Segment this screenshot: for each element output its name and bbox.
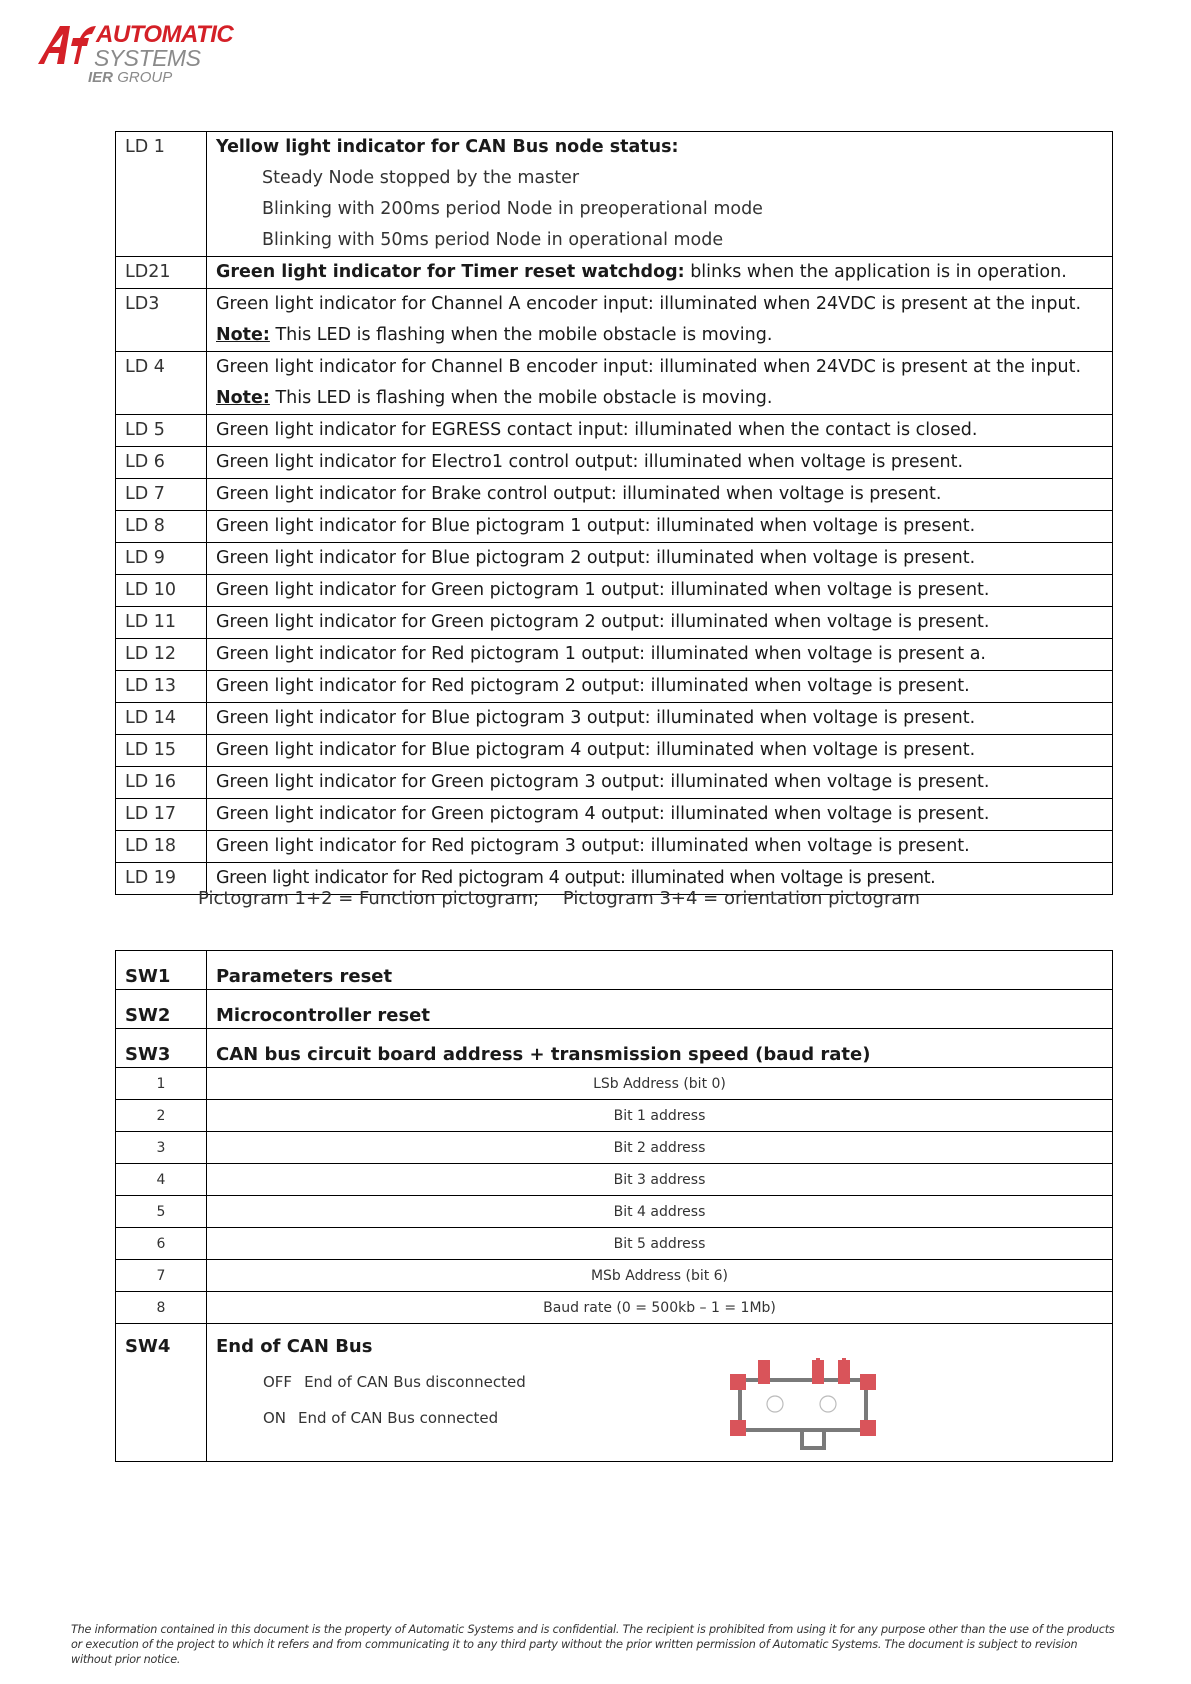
led-status-steady: Steady Node stopped by the master <box>262 168 580 188</box>
led-bold-label: Green light indicator for Timer reset watchdog: <box>216 262 685 282</box>
led-description: Green light indicator for Blue pictogram 1 output: illuminated when voltage is present. <box>207 511 1113 543</box>
bit-description: Bit 4 address <box>207 1196 1113 1228</box>
led-description: Green light indicator for Green pictogram 2 output: illuminated when voltage is present. <box>207 607 1113 639</box>
table-row <box>116 257 1113 289</box>
switch-id: SW4 <box>116 1324 207 1462</box>
led-id: LD 19 <box>116 863 207 895</box>
led-status-blink-200: Blinking with 200ms period Node in preoperational mode <box>262 199 763 219</box>
table-row <box>116 1324 1113 1462</box>
bit-number: 5 <box>116 1196 207 1228</box>
table-row <box>116 799 1113 831</box>
table-row <box>116 735 1113 767</box>
led-description: Green light indicator for EGRESS contact input: illuminated when the contact is closed. <box>207 415 1113 447</box>
led-description <box>207 132 1113 257</box>
sw4-off-text: End of CAN Bus disconnected <box>304 1373 526 1391</box>
table-row <box>116 352 1113 415</box>
bit-number: 1 <box>116 1068 207 1100</box>
led-id: LD 4 <box>116 352 207 415</box>
led-text: blinks when the application is in operation. <box>684 262 1067 282</box>
led-description: Green light indicator for Red pictogram 2 output: illuminated when voltage is present. <box>207 671 1113 703</box>
sw4-on-label: ON <box>263 1409 287 1427</box>
table-row <box>116 767 1113 799</box>
led-title: Yellow light indicator for CAN Bus node status: <box>216 137 679 157</box>
bit-number: 3 <box>116 1132 207 1164</box>
bit-number: 2 <box>116 1100 207 1132</box>
table-row <box>116 575 1113 607</box>
bit-number: 6 <box>116 1228 207 1260</box>
can-bus-jumper-diagram-icon <box>728 1358 878 1450</box>
led-description: Green light indicator for Blue pictogram 3 output: illuminated when voltage is present. <box>207 703 1113 735</box>
led-text: Green light indicator for Channel A encoder input: illuminated when 24VDC is present at the input. <box>216 294 1082 314</box>
logo-group-mark: IER <box>88 69 114 86</box>
table-row <box>116 447 1113 479</box>
bit-description: Bit 3 address <box>207 1164 1113 1196</box>
bit-description: Baud rate (0 = 500kb – 1 = 1Mb) <box>207 1292 1113 1324</box>
switch-table <box>115 950 1113 1462</box>
led-status-blink-50: Blinking with 50ms period Node in operational mode <box>262 230 724 250</box>
led-id: LD 11 <box>116 607 207 639</box>
bit-number: 8 <box>116 1292 207 1324</box>
bit-description: MSb Address (bit 6) <box>207 1260 1113 1292</box>
switch-description: Parameters reset <box>207 951 1113 990</box>
led-description <box>207 352 1113 415</box>
note-label: Note: <box>216 388 270 408</box>
led-id: LD 18 <box>116 831 207 863</box>
led-id: LD 9 <box>116 543 207 575</box>
led-description <box>207 289 1113 352</box>
sw4-off-label: OFF <box>263 1373 293 1391</box>
led-id: LD 15 <box>116 735 207 767</box>
sw4-option-off <box>207 1373 1112 1391</box>
led-description: Green light indicator for Blue pictogram 4 output: illuminated when voltage is present. <box>207 735 1113 767</box>
sw4-option-on <box>207 1409 1112 1427</box>
table-row <box>116 639 1113 671</box>
table-row <box>116 415 1113 447</box>
table-row <box>116 1100 1113 1132</box>
pictogram-note <box>198 888 938 909</box>
switch-description <box>207 1324 1113 1462</box>
switch-id: SW2 <box>116 990 207 1029</box>
table-row <box>116 1260 1113 1292</box>
note-text: This LED is flashing when the mobile obstacle is moving. <box>269 325 773 345</box>
led-id: LD 16 <box>116 767 207 799</box>
led-indicator-table <box>115 131 1113 895</box>
led-description: Green light indicator for Green pictogram 4 output: illuminated when voltage is present. <box>207 799 1113 831</box>
logo-line-systems: SYSTEMS <box>94 45 201 71</box>
table-row <box>116 1292 1113 1324</box>
table-row <box>116 1132 1113 1164</box>
table-row <box>116 1164 1113 1196</box>
led-description <box>207 257 1113 289</box>
led-description: Green light indicator for Blue pictogram 2 output: illuminated when voltage is present. <box>207 543 1113 575</box>
led-description: Green light indicator for Red pictogram 4 output: illuminated when voltage is present. <box>207 863 1113 895</box>
led-description: Green light indicator for Red pictogram 3 output: illuminated when voltage is present. <box>207 831 1113 863</box>
bit-number: 4 <box>116 1164 207 1196</box>
confidentiality-footer: The information contained in this document is the property of Automatic Systems and is confidential. The recipient is prohibited from using it for any purpose other than the use of the products or execution of the project to which it refers and from communicating it to any third party without the prior written permission of Automatic Systems. The document is subject to revision without prior notice. <box>71 1623 1115 1666</box>
led-id: LD 1 <box>116 132 207 257</box>
switch-id: SW3 <box>116 1029 207 1068</box>
switch-id: SW1 <box>116 951 207 990</box>
pictogram-note-orientation: Pictogram 3+4 = orientation pictogram <box>562 888 920 909</box>
sw4-title: End of CAN Bus <box>216 1336 373 1357</box>
table-row <box>116 703 1113 735</box>
logo-group-text: GROUP <box>117 69 173 86</box>
table-row <box>116 289 1113 352</box>
bit-description: Bit 1 address <box>207 1100 1113 1132</box>
led-id: LD 10 <box>116 575 207 607</box>
table-row <box>116 543 1113 575</box>
led-id: LD21 <box>116 257 207 289</box>
bit-number: 7 <box>116 1260 207 1292</box>
logo-line-group <box>88 69 172 86</box>
led-description: Green light indicator for Green pictogram 1 output: illuminated when voltage is present. <box>207 575 1113 607</box>
switch-description: Microcontroller reset <box>207 990 1113 1029</box>
bit-description: LSb Address (bit 0) <box>207 1068 1113 1100</box>
table-row <box>116 671 1113 703</box>
table-row <box>116 479 1113 511</box>
company-logo <box>34 20 254 90</box>
led-description: Green light indicator for Red pictogram 1 output: illuminated when voltage is present a. <box>207 639 1113 671</box>
led-id: LD 8 <box>116 511 207 543</box>
note-label: Note: <box>216 325 270 345</box>
led-id: LD 14 <box>116 703 207 735</box>
table-row <box>116 132 1113 257</box>
table-row <box>116 511 1113 543</box>
led-id: LD 17 <box>116 799 207 831</box>
note-text: This LED is flashing when the mobile obstacle is moving. <box>269 388 773 408</box>
led-id: LD 12 <box>116 639 207 671</box>
table-row <box>116 607 1113 639</box>
led-id: LD 7 <box>116 479 207 511</box>
bit-description: Bit 2 address <box>207 1132 1113 1164</box>
switch-description: CAN bus circuit board address + transmission speed (baud rate) <box>207 1029 1113 1068</box>
led-id: LD 13 <box>116 671 207 703</box>
table-row <box>116 990 1113 1029</box>
led-description: Green light indicator for Brake control output: illuminated when voltage is present. <box>207 479 1113 511</box>
logo-line-automatic: AUTOMATIC <box>96 21 234 48</box>
pictogram-note-function: Pictogram 1+2 = Function pictogram; <box>198 888 540 909</box>
table-row <box>116 1228 1113 1260</box>
table-row <box>116 831 1113 863</box>
sw4-on-text: End of CAN Bus connected <box>298 1409 499 1427</box>
led-description: Green light indicator for Green pictogram 3 output: illuminated when voltage is present. <box>207 767 1113 799</box>
led-id: LD3 <box>116 289 207 352</box>
bit-description: Bit 5 address <box>207 1228 1113 1260</box>
table-row <box>116 1029 1113 1068</box>
led-id: LD 5 <box>116 415 207 447</box>
led-description: Green light indicator for Electro1 control output: illuminated when voltage is present. <box>207 447 1113 479</box>
led-text: Green light indicator for Channel B encoder input: illuminated when 24VDC is present at the input. <box>216 357 1082 377</box>
led-id: LD 6 <box>116 447 207 479</box>
table-row <box>116 1196 1113 1228</box>
table-row <box>116 951 1113 990</box>
table-row <box>116 1068 1113 1100</box>
